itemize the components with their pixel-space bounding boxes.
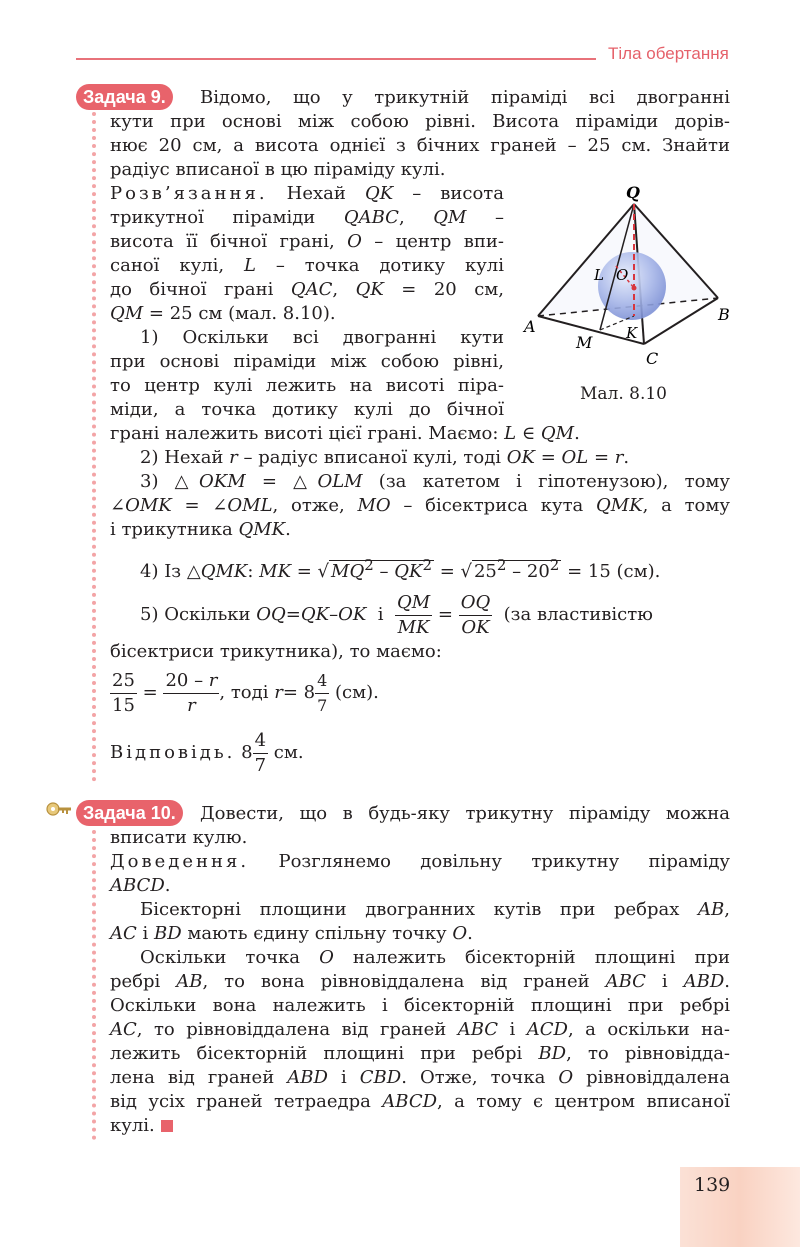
- task-10-badge: Задача 10.: [76, 800, 183, 826]
- solution-line-1: Розв’язання. Нехай QK – висота: [110, 183, 504, 204]
- proof-p1-line-1: Бісекторні площини двогранних кутів при ребрах AB,: [140, 899, 730, 920]
- proof-p2-line-2: ребрі AB, то вона рівновіддалена від граней ABC і ABD.: [110, 971, 731, 992]
- section-title: Тіла обертання: [608, 44, 729, 63]
- answer-unit: см.: [273, 742, 304, 763]
- answer-line: Відповідь. 8 $\frac{4}{7}$ см.: [110, 729, 304, 776]
- proof-p2-line-5: лежить бісекторній площині при ребрі BD, то рівновідда-: [110, 1043, 731, 1064]
- center-o-point: [632, 286, 637, 291]
- answer-label: Відповідь.: [110, 742, 236, 763]
- label-q: Q: [626, 183, 640, 202]
- step-1-line-4: міди, а точка дотику кулі до бічної: [110, 399, 504, 420]
- equation-line: $\frac{25}{15}$ = $\frac{20 - r}{r}$ , тоді r = 8 $\frac{4}{7}$ (см).: [112, 669, 379, 716]
- task-9-line-4: радіус вписаної в цю піраміду кулі.: [110, 159, 446, 180]
- label-c: C: [646, 349, 659, 368]
- label-m: M: [576, 333, 593, 352]
- label-b: B: [718, 305, 730, 324]
- step-1-line-5: грані належить висоті цієї грані. Маємо: L ∈ QM.: [110, 423, 580, 444]
- step-4: 4) Із △QMK: MK = √ $MQ^2 - QK^2$ = √ $25^2 - 20^2 = 15$ (см).: [140, 556, 661, 582]
- solution-line-3: висота її бічної грані, O – центр впи-: [110, 231, 504, 252]
- proof-p2-line-7: від усіх граней тетраедра ABCD, а тому є центром вписаної: [110, 1091, 730, 1112]
- task-10-dotted-margin: [92, 830, 96, 1140]
- header-rule: [76, 58, 596, 60]
- proof-p1-line-2: AC і BD мають єдину спільну точку O.: [110, 923, 473, 944]
- fraction-qm-mk: $\frac{QM}{MK}$: [396, 591, 431, 638]
- task-9-line-2: кути при основі між собою рівні. Висота піраміди дорів-: [110, 111, 730, 132]
- fraction-4-7: $\frac{4}{7}$: [317, 670, 328, 715]
- label-o: O: [616, 266, 629, 284]
- step-1-line-3: то центр кулі лежить на висоті пірa-: [110, 375, 504, 396]
- task-10-line-2: вписати кулю.: [110, 827, 248, 848]
- key-icon: [46, 800, 72, 820]
- label-k: K: [626, 324, 638, 342]
- proof-line-1: Доведення. Розглянемо довільну трикутну піраміду: [110, 851, 730, 872]
- step-3-line-3: і трикутника QMK.: [110, 519, 291, 540]
- proof-label: Доведення.: [110, 851, 250, 872]
- solution-line-2: трикутної піраміди QABC, QM –: [110, 207, 504, 228]
- step-2: 2) Нехай r – радіус вписаної кулі, тоді OK = OL = r.: [140, 447, 630, 468]
- proof-p2-line-1: Оскільки точка O належить бісекторній площині при: [140, 947, 730, 968]
- solution-line-4: саної кулі, L – точка дотику кулі: [110, 255, 504, 276]
- fraction-25-15: $\frac{25}{15}$: [112, 669, 135, 716]
- page-number: 139: [694, 1174, 731, 1196]
- step-5-line-1: 5) Оскільки OQ = QK – OK і $\frac{QM}{MK}$ = $\frac{OQ}{OK}$ (за властивістю: [140, 591, 653, 638]
- pyramid-figure: [520, 176, 740, 376]
- answer-fraction: $\frac{4}{7}$: [254, 729, 267, 776]
- step-5-line-2: бісектриси трикутника), то маємо:: [110, 641, 442, 662]
- step-3-line-1: 3) △OKM = △OLM (за катетом і гіпотенузою), тому: [140, 471, 730, 492]
- label-a: A: [524, 317, 536, 336]
- task-9-badge: Задача 9.: [76, 84, 173, 110]
- proof-p2-line-3: Оскільки вона належить і бісекторній площині при ребрі: [110, 995, 730, 1016]
- proof-p2-line-8: кулі.: [110, 1114, 173, 1138]
- proof-p2-line-4: AC, то рівновіддалена від граней ABC і ACD, а оскільки на-: [110, 1019, 730, 1040]
- solution-line-6: QM = 25 см (мал. 8.10).: [110, 303, 336, 324]
- step-3-line-2: ∠OMK = ∠OML, отже, MO – бісектриса кута QMK, а тому: [110, 495, 730, 516]
- fraction-oq-ok: $\frac{OQ}{OK}$: [460, 591, 491, 638]
- task-9-line-1: Відомо, що у трикутній піраміді всі двогранні: [200, 87, 730, 108]
- step-1-line-2: при основі піраміди між собою рівні,: [110, 351, 504, 372]
- task-9-line-3: нює 20 см, а висота однієї з бічних граней – 25 см. Знайти: [110, 135, 730, 156]
- solution-label: Розв’язання.: [110, 183, 268, 204]
- figure-caption: Мал. 8.10: [580, 384, 668, 404]
- label-l: L: [594, 266, 604, 284]
- task-9-dotted-margin: [92, 112, 96, 782]
- solution-line-5: до бічної грані QAC, QK = 20 см,: [110, 279, 505, 300]
- proof-p1-text: Бісекторні площини двогранних кутів при ребрах: [140, 899, 680, 920]
- task-10-line-1: Довести, що в будь-яку трикутну піраміду можна: [200, 803, 730, 824]
- fraction-20-minus-r: $\frac{20 - r}{r}$: [165, 669, 218, 716]
- step-1-line-1: 1) Оскільки всі двогранні кути: [140, 327, 504, 348]
- proof-p2-line-6: лена від граней ABD і CBD. Отже, точка O рівновіддалена: [110, 1067, 730, 1088]
- end-of-proof-mark: [161, 1120, 173, 1132]
- proof-line-2: ABCD.: [110, 875, 171, 896]
